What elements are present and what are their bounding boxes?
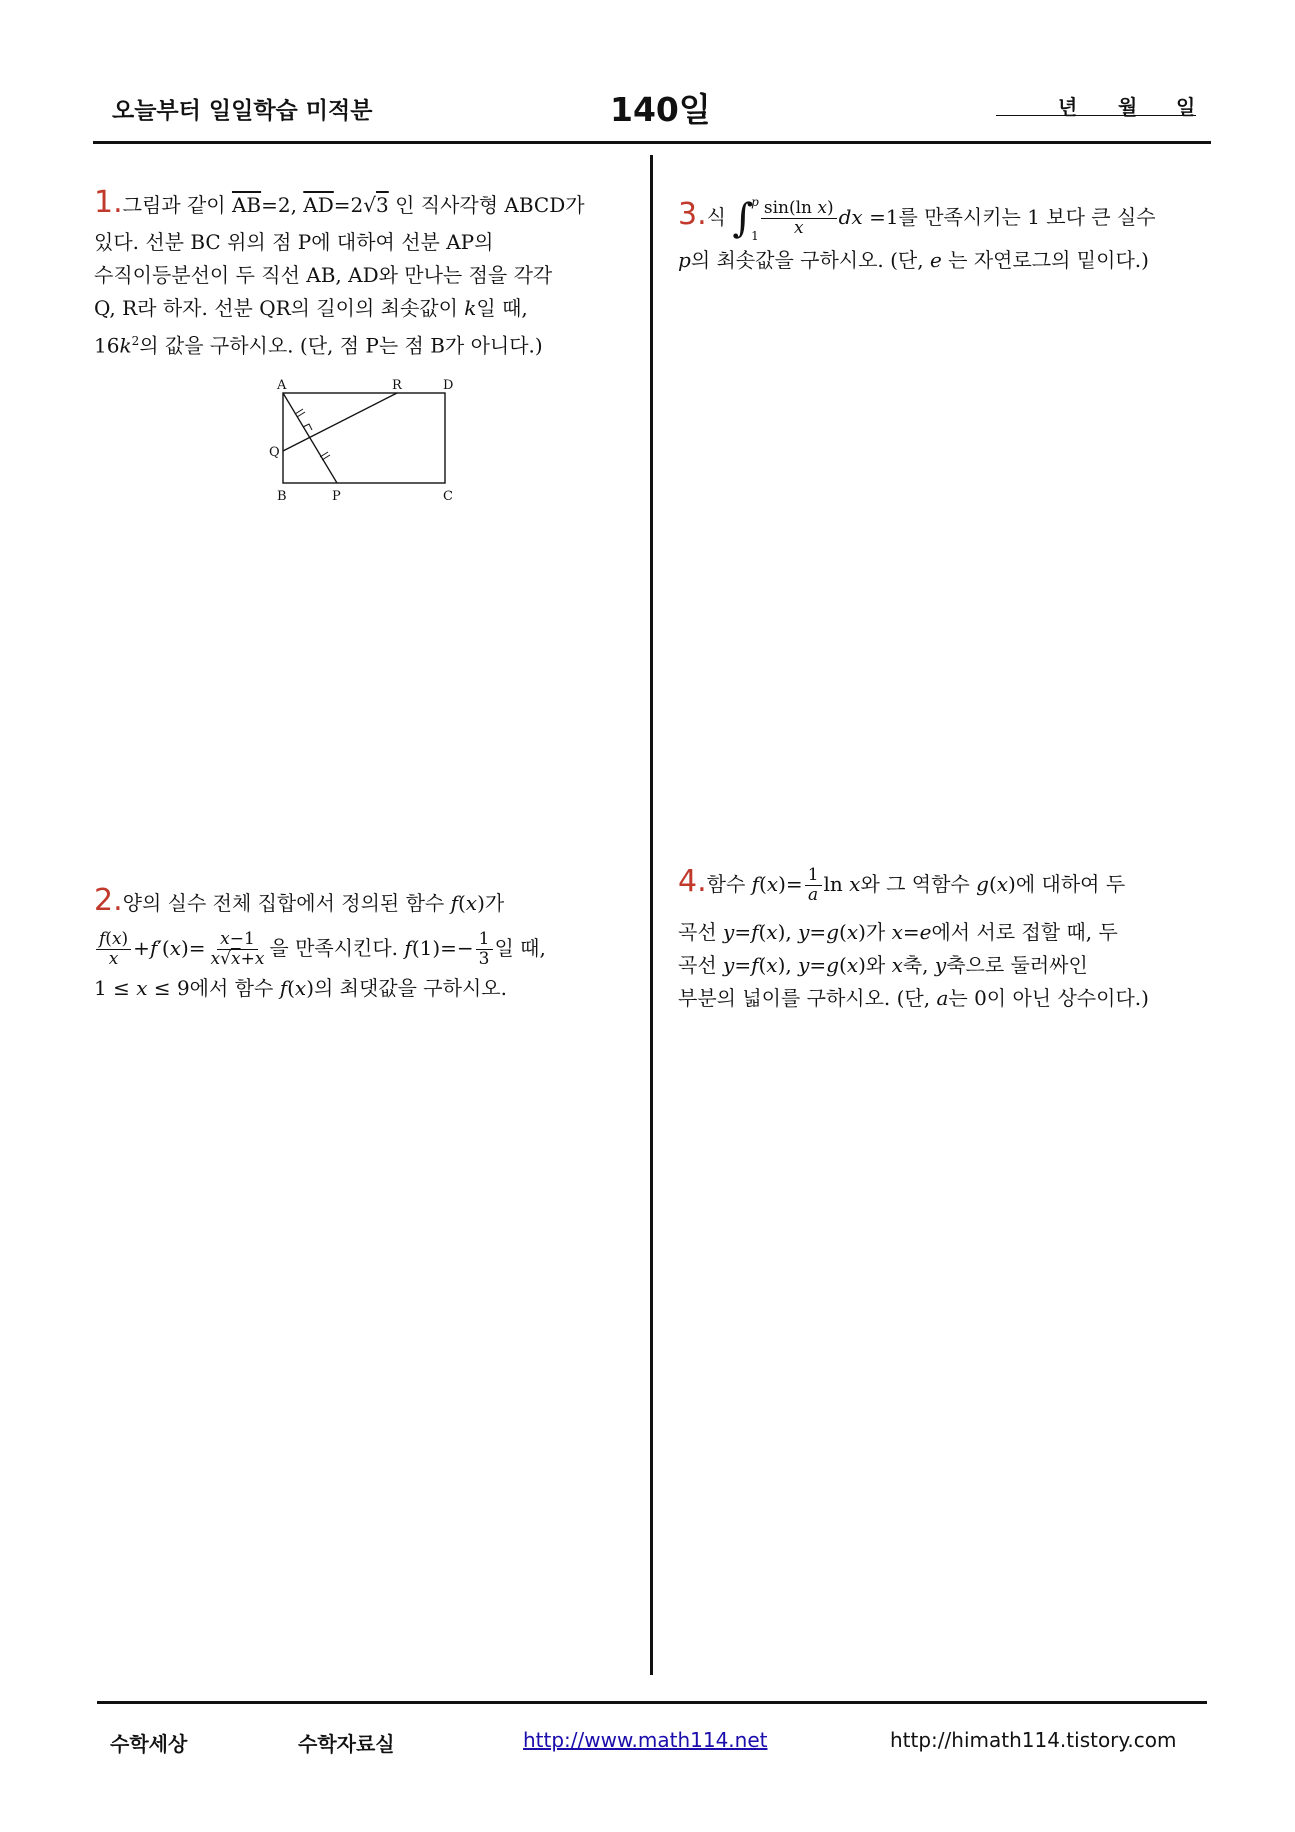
- problem-text-line: 함수 f(x)= $\frac{1}{a}$ ln x와 그 역함수 g(x)에 대하여 두: [706, 865, 1126, 905]
- tick-mark: [297, 412, 305, 417]
- label-b: B: [277, 489, 287, 504]
- problem-text-line: 양의 실수 전체 집합에서 정의된 함수 f(x)가: [122, 891, 505, 915]
- problem-text-line: $\frac{f(x)}{x}$ +f′(x)= $\frac{x-1}{x√x+x}$ 을 만족시킨다. f(1)=− $\frac{1}{3}$ 일 때,: [94, 924, 546, 972]
- label-q: Q: [269, 445, 280, 460]
- footer-url-link[interactable]: http://www.math114.net: [523, 1728, 768, 1752]
- tick-mark: [295, 409, 303, 414]
- problem-2: [94, 884, 546, 1005]
- footer-site-1: 수학세상: [110, 1732, 188, 1756]
- segment-ap: [283, 393, 337, 483]
- problem-number: 2.: [94, 883, 123, 918]
- problem-text-line: 곡선 y=f(x), y=g(x)가 x=e에서 서로 접할 때, 두: [678, 920, 1118, 944]
- label-a: A: [277, 378, 287, 393]
- day-number: 140일: [610, 90, 711, 129]
- label-p: P: [332, 489, 341, 504]
- problem-text-line: 곡선 y=f(x), y=g(x)와 x축, y축으로 둘러싸인: [678, 953, 1088, 977]
- footer-site-2: 수학자료실: [298, 1732, 395, 1756]
- tick-mark: [322, 455, 330, 460]
- problem-number: 3.: [678, 197, 707, 232]
- problem-text-line: 부분의 넓이를 구하시오. (단, a는 0이 아닌 상수이다.): [678, 986, 1149, 1010]
- label-r: R: [392, 378, 402, 393]
- page-header-title: 오늘부터 일일학습 미적분: [112, 98, 373, 124]
- problem-1: [94, 186, 585, 363]
- label-c: C: [443, 489, 453, 504]
- problem-4: [678, 858, 1149, 1015]
- problem-text-line: $16k^2$의 값을 구하시오. (단, 점 P는 점 B가 아니다.): [94, 333, 543, 358]
- problem-text-line: 있다. 선분 BC 위의 점 P에 대하여 선분 AP의: [94, 230, 494, 254]
- label-d: D: [443, 378, 454, 393]
- problem-text-line: 식 ∫ p 1 $\frac{\text{sin(ln x)}}{x}$ dx =1를 만족시키는 1 보다 큰 실수: [706, 194, 1156, 243]
- footer-rule: [97, 1701, 1207, 1704]
- problem-number: 4.: [678, 864, 707, 899]
- tick-mark: [320, 452, 328, 457]
- date-day-label: 일: [1176, 95, 1196, 119]
- rectangle-figure: [265, 375, 465, 507]
- date-month-label: 월: [1118, 95, 1138, 119]
- problem-number: 1.: [94, 185, 123, 220]
- footer-blog-url[interactable]: http://himath114.tistory.com: [890, 1728, 1177, 1752]
- date-year-label: 년: [1058, 95, 1078, 119]
- problem-text-line: 수직이등분선이 두 직선 AB, AD와 만나는 점을 각각: [94, 263, 553, 287]
- problem-text-line: 그림과 같이 $\overline{AB}=2$, $\overline{AD}=2√3$ 인 직사각형 ABCD가: [122, 193, 585, 217]
- problem-text-line: 1 ≤ x ≤ 9에서 함수 f(x)의 최댓값을 구하시오.: [94, 976, 507, 1000]
- column-divider: [650, 155, 653, 1675]
- problem-3: [678, 190, 1156, 277]
- header-rule: [93, 141, 1211, 144]
- problem-text-line: Q, R라 하자. 선분 QR의 길이의 최솟값이 k일 때,: [94, 296, 528, 320]
- problem-text-line: p의 최솟값을 구하시오. (단, e 는 자연로그의 밑이다.): [678, 247, 1149, 272]
- date-underline: [996, 115, 1196, 116]
